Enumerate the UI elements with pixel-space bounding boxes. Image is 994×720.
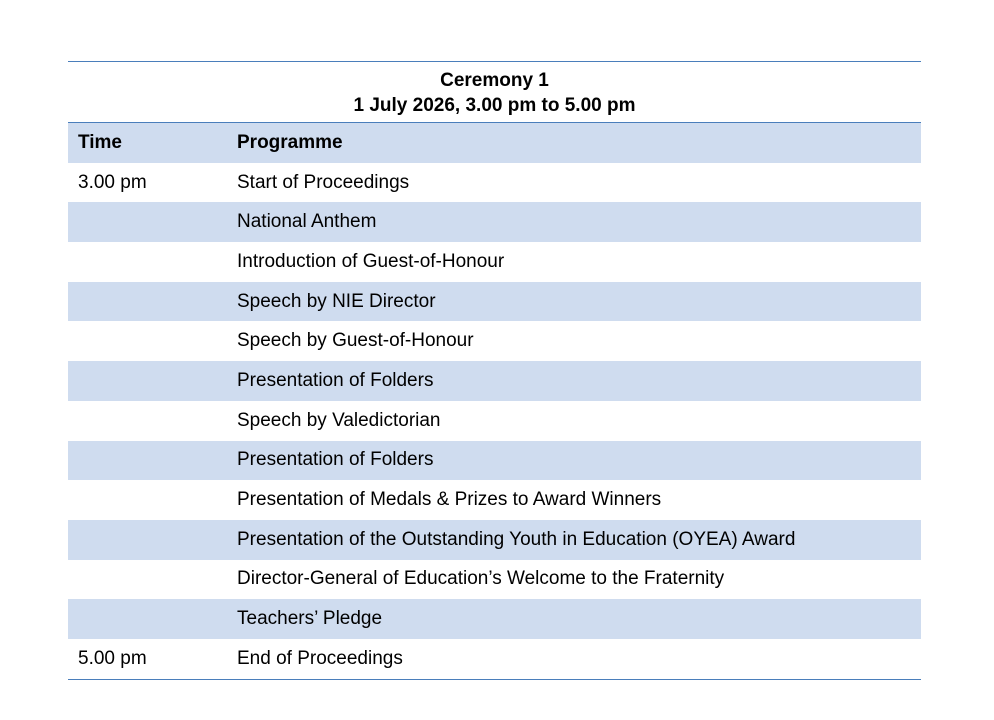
table-row: [68, 282, 921, 322]
programme-cell: Speech by Valedictorian: [237, 401, 921, 441]
table-row: [68, 401, 921, 441]
table-row: [68, 639, 921, 679]
time-cell: 3.00 pm: [68, 163, 237, 203]
time-cell: [68, 282, 237, 322]
programme-cell: Speech by Guest-of-Honour: [237, 321, 921, 361]
programme-cell: Director-General of Education’s Welcome to the Fraternity: [237, 560, 921, 600]
programme-cell: Presentation of Medals & Prizes to Award Winners: [237, 480, 921, 520]
time-cell: 5.00 pm: [68, 639, 237, 679]
programme-cell: Presentation of the Outstanding Youth in Education (OYEA) Award: [237, 520, 921, 560]
table-row: [68, 560, 921, 600]
table-row: [68, 361, 921, 401]
time-cell: [68, 401, 237, 441]
programme-cell: End of Proceedings: [237, 639, 921, 679]
table-caption: [68, 62, 921, 122]
programme-column-header: Programme: [237, 123, 921, 163]
table-row: [68, 202, 921, 242]
programme-cell: Presentation of Folders: [237, 361, 921, 401]
programme-cell: National Anthem: [237, 202, 921, 242]
time-column-header: Time: [68, 123, 237, 163]
ceremony-title: Ceremony 1: [440, 70, 549, 91]
time-cell: [68, 242, 237, 282]
table-row: [68, 480, 921, 520]
table-row: [68, 163, 921, 203]
programme-cell: Teachers’ Pledge: [237, 599, 921, 639]
bottom-rule: [68, 679, 921, 680]
time-cell: [68, 560, 237, 600]
time-cell: [68, 599, 237, 639]
programme-cell: Speech by NIE Director: [237, 282, 921, 322]
programme-cell: Presentation of Folders: [237, 441, 921, 481]
ceremony-date-time: 1 July 2026, 3.00 pm to 5.00 pm: [353, 95, 636, 116]
table-row: [68, 520, 921, 560]
table-row: [68, 599, 921, 639]
time-cell: [68, 520, 237, 560]
ceremony-schedule: [68, 61, 921, 680]
time-cell: [68, 480, 237, 520]
table-row: [68, 441, 921, 481]
table-row: [68, 321, 921, 361]
time-cell: [68, 202, 237, 242]
time-cell: [68, 361, 237, 401]
time-cell: [68, 441, 237, 481]
programme-cell: Introduction of Guest-of-Honour: [237, 242, 921, 282]
header-row: [68, 123, 921, 163]
programme-table: [68, 123, 921, 679]
time-cell: [68, 321, 237, 361]
table-row: [68, 242, 921, 282]
programme-cell: Start of Proceedings: [237, 163, 921, 203]
